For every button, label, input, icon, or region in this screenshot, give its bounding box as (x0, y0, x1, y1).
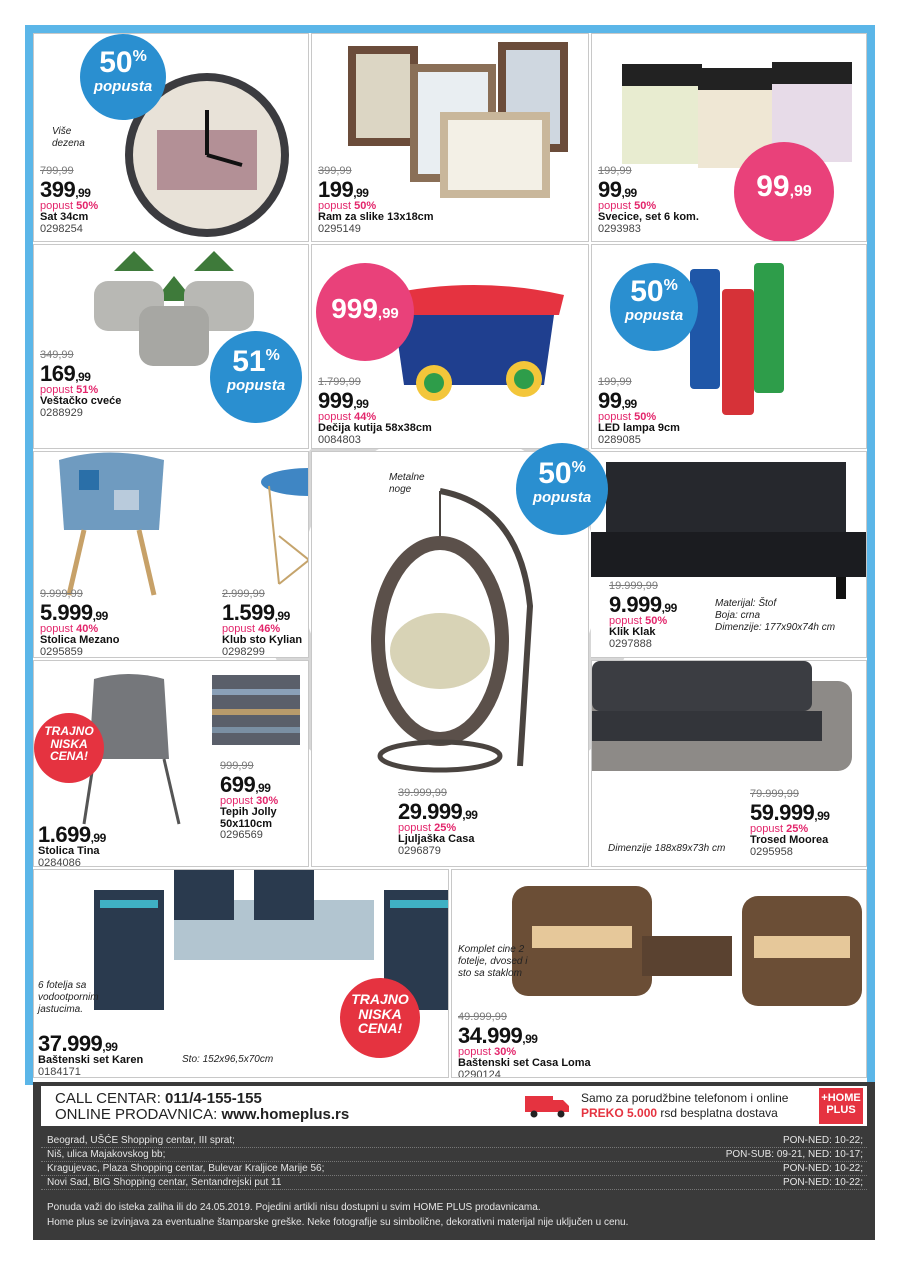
product-code: 0184171 (38, 1065, 81, 1078)
price-block-chair-mezano (40, 589, 119, 658)
product-name: Ram za slike 13x18cm (318, 211, 434, 224)
price-block-karen (38, 1032, 143, 1078)
price-badge-candles: 99,99 (734, 142, 834, 242)
patio-set-casa-loma-image (492, 876, 867, 1026)
product-code: 0296879 (398, 844, 441, 857)
price-block-lamp (598, 377, 680, 446)
store-row: Niš, ulica Majakovskog bb; PON-SUB: 09-21, NED: 10-17; (41, 1148, 867, 1162)
old-price: 39.999,99 (398, 787, 447, 799)
call-center-number[interactable]: 011/4-155-155 (165, 1090, 262, 1107)
home-plus-logo: +HOME PLUS (819, 1088, 863, 1124)
product-cell-flowers[interactable] (33, 244, 309, 449)
new-price: 9.999,99 (609, 591, 677, 617)
product-code: 0296569 (220, 829, 263, 842)
old-price: 799,99 (40, 165, 74, 177)
discount-line: popust 51% (40, 383, 99, 396)
product-cell-chair-table[interactable] (33, 451, 309, 658)
product-cell-candles[interactable] (591, 33, 867, 242)
discount-badge-clock: 50% popusta (80, 34, 166, 120)
wicker-sofa-image (591, 661, 852, 781)
new-price: 1.599,99 (222, 599, 290, 625)
product-name: Svecice, set 6 kom. (598, 211, 699, 224)
new-price: 37.999,99 (38, 1031, 118, 1056)
discount-badge-sofa: 50% popusta (516, 443, 608, 535)
chair-image (54, 451, 169, 600)
old-price: 9.999,99 (40, 588, 83, 600)
discount-line: popust 50% (609, 614, 668, 627)
new-price: 99,99 (598, 176, 637, 202)
product-name: Baštenski set Karen (38, 1054, 144, 1067)
note-metal-legs: Metalne noge (389, 472, 425, 495)
old-price: 199,99 (598, 376, 632, 388)
product-code: 0295958 (750, 845, 793, 858)
old-price: 199,99 (598, 165, 632, 177)
product-cell-toybox[interactable] (311, 244, 589, 449)
permanent-low-price-badge-2: TRAJNO NISKA CENA! (340, 978, 420, 1058)
old-price: 999,99 (220, 760, 254, 772)
note-clock-designs: Više dezena (52, 126, 85, 149)
new-price: 34.999,99 (458, 1022, 538, 1048)
new-price: 169,99 (40, 360, 91, 386)
note-karen-table: Sto: 152x96,5x70cm (182, 1054, 274, 1065)
new-price: 59.999,99 (750, 799, 830, 825)
product-cell-karen-set[interactable] (33, 869, 449, 1078)
price-badge-toybox: 999,99 (316, 263, 414, 361)
note-karen-chairs: 6 fotelja sa vodootpornim jastucima. (38, 980, 99, 1015)
product-name: Ljuljaška Casa (398, 833, 475, 846)
product-code: 0297888 (609, 637, 652, 650)
delivery-truck-icon (525, 1092, 571, 1118)
discount-line: popust 44% (318, 410, 377, 423)
product-name: Tepih Jolly (220, 806, 277, 819)
product-code: 0290124 (458, 1068, 501, 1078)
price-block-casa-loma (458, 1012, 591, 1078)
discount-line: popust 30% (220, 794, 279, 807)
new-price: 199,99 (318, 176, 369, 202)
price-block-ljuljaska-casa (398, 788, 477, 857)
note-sofa-specs: Materijal: Štof Boja: crna Dimenzije: 177x90x74h cm (715, 598, 836, 633)
discount-line: popust 46% (222, 622, 281, 635)
new-price: 999,99 (318, 387, 369, 413)
product-code: 0284086 (38, 856, 81, 867)
new-price: 5.999,99 (40, 599, 108, 625)
product-name: Stolica Tina (38, 845, 100, 858)
delivery-info-line1: Samo za porudžbine telefonom i online (581, 1091, 789, 1105)
new-price: 99,99 (598, 387, 637, 413)
price-block-table-kylian (222, 589, 302, 658)
price-block-flowers (40, 350, 121, 419)
discount-badge-flowers: 51% popusta (210, 331, 302, 423)
old-price: 2.999,99 (222, 588, 265, 600)
product-name: Klub sto Kylian (222, 634, 303, 647)
discount-line: popust 40% (40, 622, 99, 635)
product-name: Veštačko cveće (40, 395, 122, 408)
old-price: 1.799,99 (318, 376, 361, 388)
old-price: 399,99 (318, 165, 352, 177)
right-border (867, 25, 875, 1085)
product-cell-sofa[interactable] (591, 451, 867, 658)
price-block-clock (40, 166, 98, 235)
price-block-candles (598, 166, 699, 235)
new-price: 399,99 (40, 176, 91, 202)
left-border (25, 25, 33, 1085)
discount-line: popust 50% (318, 199, 377, 212)
product-name: Klik Klak (609, 626, 656, 639)
online-shop-link[interactable]: www.homeplus.rs (221, 1106, 350, 1123)
permanent-low-price-badge: TRAJNO NISKA CENA! (34, 713, 104, 783)
price-block-toybox (318, 377, 432, 446)
price-block-klik-klak (609, 581, 677, 650)
product-name: Dečija kutija 58x38cm (318, 422, 432, 435)
product-name: Stolica Mezano (40, 634, 120, 647)
price-block-frames (318, 166, 434, 235)
price-block-tepih-jolly (220, 761, 278, 842)
old-price: 19.999,99 (609, 580, 658, 592)
discount-line: popust 25% (398, 821, 457, 834)
product-cell-frames[interactable] (311, 33, 589, 242)
disclaimer: Ponuda važi do isteka zaliha ili do 24.05.2019. Pojedini artikli nisu dostupni u svim HOME PLUS prodavnicama. Home plus se izvinjava za eventualne štamparske greške. Neke fotografije su simbolične, dekorativni materijal nije uključen u cenu. (47, 1202, 629, 1228)
rug-image (212, 675, 300, 745)
product-code: 0298299 (222, 645, 265, 658)
store-row: Kragujevac, Plaza Shopping centar, Bulevar Kraljice Marije 56; PON-NED: 10-22; (41, 1162, 867, 1176)
new-price: 1.699,99 (38, 822, 106, 847)
product-code: 0289085 (598, 433, 641, 446)
product-cell-casa-loma[interactable] (451, 869, 867, 1078)
side-table-image (259, 466, 309, 586)
discount-line: popust 50% (598, 410, 657, 423)
price-block-trosed-moorea (750, 789, 829, 858)
new-price: 699,99 (220, 771, 271, 797)
discount-line: popust 50% (40, 199, 99, 212)
product-code: 0288929 (40, 406, 83, 419)
lamp-image (688, 259, 788, 419)
product-size: 50x110cm (220, 817, 272, 830)
old-price: 49.999,99 (458, 1011, 507, 1023)
price-block-stolica-tina (38, 823, 106, 867)
store-list (41, 1134, 867, 1190)
product-cell-trosed[interactable] (591, 660, 867, 867)
product-code: 0293983 (598, 222, 641, 235)
discount-line: popust 25% (750, 822, 809, 835)
product-name: LED lampa 9cm (598, 422, 680, 435)
hanging-swing-image (370, 486, 550, 776)
old-price: 349,99 (40, 349, 74, 361)
product-name: Trosed Moorea (750, 834, 829, 847)
new-price: 29.999,99 (398, 798, 478, 824)
store-row: Beograd, UŠĆE Shopping centar, III sprat; PON-NED: 10-22; (41, 1134, 867, 1148)
note-trosed-dimensions: Dimenzije 188x89x73h cm (608, 843, 726, 854)
product-name: Sat 34cm (40, 211, 89, 224)
note-casa-loma: Komplet cine 2 fotelje, dvosed i sto sa staklom (458, 944, 528, 979)
contact-box (41, 1086, 867, 1126)
call-center-line: CALL CENTAR: 011/4-155-155 (55, 1090, 262, 1107)
online-shop-line: ONLINE PRODAVNICA: www.homeplus.rs (55, 1106, 350, 1123)
product-code: 0295149 (318, 222, 361, 235)
old-price: 79.999,99 (750, 788, 799, 800)
delivery-info-line2: PREKO 5.000 rsd besplatna dostava (581, 1106, 778, 1120)
discount-line: popust 50% (598, 199, 657, 212)
product-cell-tina-rug[interactable] (33, 660, 309, 867)
product-cell-clock[interactable] (33, 33, 309, 242)
product-code: 0084803 (318, 433, 361, 446)
product-code: 0298254 (40, 222, 83, 235)
footer (33, 1082, 875, 1240)
product-name: Baštenski set Casa Loma (458, 1057, 591, 1070)
top-border (25, 25, 875, 33)
store-row: Novi Sad, BIG Shopping centar, Sentandrejski put 11 PON-NED: 10-22; (41, 1176, 867, 1190)
product-cell-lamp[interactable] (591, 244, 867, 449)
product-code: 0295859 (40, 645, 83, 658)
discount-badge-lamp: 50% popusta (610, 263, 698, 351)
discount-line: popust 30% (458, 1045, 517, 1058)
